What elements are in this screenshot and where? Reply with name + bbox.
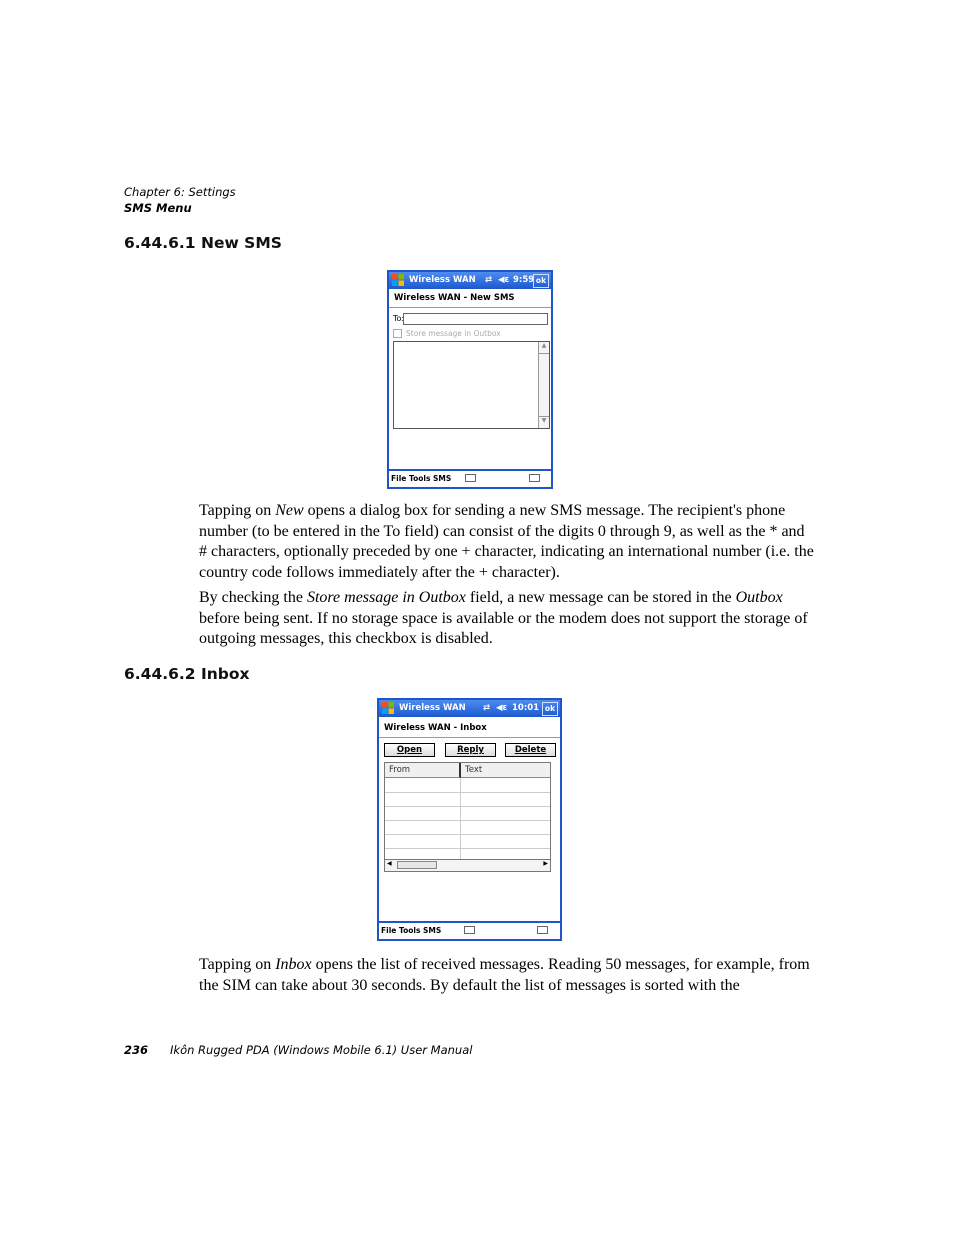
paragraph-3: Tapping on Inbox opens the list of received messages. Reading 50 messages, for example, from the SIM can take about 30 seconds. By default the list of messages is sorted with the xyxy=(199,956,810,994)
keyboard-icon[interactable] xyxy=(537,926,548,934)
window-title: Wireless WAN xyxy=(399,703,466,713)
keyboard-icon[interactable] xyxy=(529,474,540,482)
ok-button[interactable]: ok xyxy=(533,274,549,288)
scroll-right-icon[interactable]: ▶ xyxy=(543,860,548,867)
store-in-outbox-checkbox[interactable] xyxy=(393,329,402,338)
window-title: Wireless WAN xyxy=(409,275,476,285)
scroll-up-icon[interactable]: ▲ xyxy=(539,342,549,354)
scroll-left-icon[interactable]: ◀ xyxy=(387,860,392,867)
section-header: SMS Menu xyxy=(124,201,192,215)
table-row[interactable] xyxy=(385,848,550,849)
page-footer xyxy=(124,1043,472,1057)
clock: 10:01 xyxy=(512,703,540,713)
inbox-screenshot xyxy=(377,698,562,941)
screen-subtitle: Wireless WAN - Inbox xyxy=(384,723,487,733)
message-list[interactable] xyxy=(384,762,551,872)
to-input[interactable] xyxy=(403,313,548,325)
windows-start-icon xyxy=(382,702,394,714)
scroll-thumb[interactable] xyxy=(397,861,437,869)
speaker-icon: ◀ε xyxy=(498,275,510,285)
message-textarea[interactable] xyxy=(393,341,550,429)
input-panel-icon[interactable] xyxy=(465,474,476,482)
manual-title: Ikôn Rugged PDA (Windows Mobile 6.1) User Manual xyxy=(170,1043,473,1057)
open-button[interactable]: Open xyxy=(384,743,435,757)
new-sms-description xyxy=(199,501,814,650)
column-header-text[interactable]: Text xyxy=(461,763,550,778)
paragraph-1: Tapping on New opens a dialog box for sending a new SMS message. The recipient's phone number (to be entered in the To field) can consist of the digits 0 through 9, as well as the * and # characters, optionally preceded by one + character, indicating an international number (i.e. the country code follows immediately after the + character). xyxy=(199,502,814,581)
table-row[interactable] xyxy=(385,834,550,835)
horizontal-scrollbar[interactable] xyxy=(385,859,550,871)
new-sms-screenshot xyxy=(387,270,553,489)
table-row[interactable] xyxy=(385,792,550,793)
menu-bar xyxy=(389,469,551,487)
input-panel-icon[interactable] xyxy=(464,926,475,934)
clock: 9:59 xyxy=(513,275,535,285)
column-header-from[interactable]: From xyxy=(385,763,461,778)
connectivity-icon: ⇄ xyxy=(483,703,491,713)
menu-items[interactable]: File Tools SMS xyxy=(381,926,442,935)
windows-start-icon xyxy=(392,274,404,286)
chapter-header: Chapter 6: Settings xyxy=(124,185,236,199)
delete-button[interactable]: Delete xyxy=(505,743,556,757)
inbox-description xyxy=(199,955,814,996)
title-bar xyxy=(379,700,560,717)
scroll-down-icon[interactable]: ▼ xyxy=(539,416,549,428)
page-number: 236 xyxy=(124,1043,149,1057)
ok-button[interactable]: ok xyxy=(542,702,558,716)
table-row[interactable] xyxy=(385,820,550,821)
table-row[interactable] xyxy=(385,806,550,807)
section-heading-new-sms: 6.44.6.1 New SMS xyxy=(124,234,282,252)
screen-subtitle: Wireless WAN - New SMS xyxy=(394,293,515,303)
speaker-icon: ◀ε xyxy=(496,703,508,713)
to-label: To: xyxy=(393,314,405,323)
divider xyxy=(379,737,560,738)
section-heading-inbox: 6.44.6.2 Inbox xyxy=(124,665,250,683)
paragraph-2: By checking the Store message in Outbox field, a new message can be stored in the Outbox before being sent. If no storage space is available or the modem does not support the storage of outgoing messages, this checkbox is disabled. xyxy=(199,589,808,647)
menu-items[interactable]: File Tools SMS xyxy=(391,474,452,483)
scrollbar[interactable] xyxy=(538,342,549,428)
store-in-outbox-label: Store message in Outbox xyxy=(406,329,501,338)
reply-button[interactable]: Reply xyxy=(445,743,496,757)
divider xyxy=(389,307,551,308)
menu-bar xyxy=(379,921,560,939)
connectivity-icon: ⇄ xyxy=(485,275,493,285)
title-bar xyxy=(389,272,551,289)
